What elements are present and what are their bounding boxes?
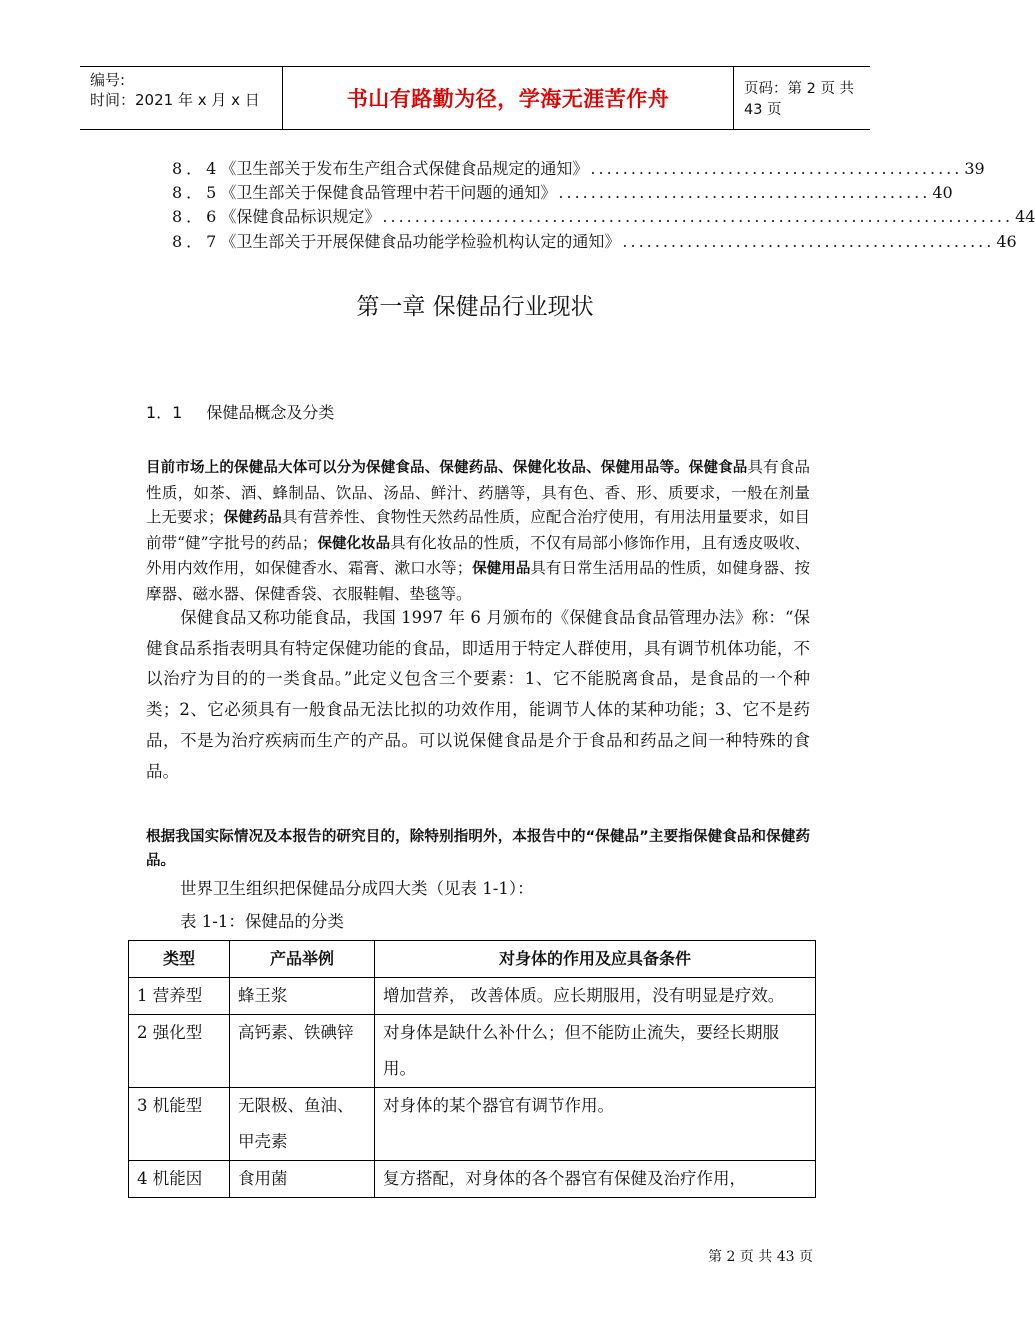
section-number: 1．1 (146, 403, 183, 422)
toc-leader-dots: .............................................................................. (382, 207, 1014, 226)
page-header (80, 66, 870, 130)
table-cell: 食用菌 (230, 1161, 375, 1198)
para-text: 具有化妆品的性质，不仅有局部小修饰作用，且有透皮吸收、外用内效作用，如保健香水、霜膏、漱口水等； (146, 533, 810, 578)
para-term-bold: 保健药品 (223, 510, 282, 527)
table-header-row (129, 941, 816, 978)
table-caption: 表 1-1：保健品的分类 (180, 912, 344, 931)
header-code-label: 编号: (90, 71, 126, 89)
table-header-cell: 类型 (129, 941, 230, 978)
para-lead-bold: 目前市场上的保健品大体可以分为保健食品、保健药品、保健化妆品、保健用品等。保健食品 (146, 460, 748, 476)
classification-table (128, 940, 816, 1198)
toc-entry-title: 《卫生部关于开展保健食品功能学检验机构认定的通知》 (220, 232, 621, 251)
toc-entry-number: 8．7 (172, 232, 221, 251)
paragraph-definition (146, 603, 810, 787)
toc-entry-page: 46 (996, 232, 1017, 251)
para-definition-text: 保健食品又称功能食品，我国 1997 年 6 月颁布的《保健食品食品管理办法》称：“保健食品系指表明具有特定保健功能的食品，即适用于特定人群使用，具有调节机体功能，不以治疗为目的的一类食品。”此定义包含三个要素：1、它不能脱离食品，是食品的一个种类；2、它必须具有一般食品无法比拟的功效作用，能调节人体的某种功能；3、它不是药品，不是为治疗疾病而生产的产品。可以说保健食品是介于食品和药品之间一种特殊的食品。 (146, 608, 810, 781)
table-cell: 3 机能型 (129, 1088, 230, 1161)
table-cell: 1 营养型 (129, 978, 230, 1015)
toc-entry[interactable] (172, 229, 1017, 253)
toc-entry-number: 8．6 (172, 207, 221, 226)
page-footer: 第 2 页 共 43 页 (708, 1249, 813, 1265)
table-cell: 2 强化型 (129, 1015, 230, 1088)
toc-entry[interactable] (172, 204, 1035, 228)
para-text: 具有日常生活用品的性质，如健身器、按摩器、磁水器、保健香袋、衣服鞋帽、垫毯等。 (146, 559, 810, 603)
toc-entry-number: 8．5 (172, 183, 221, 202)
toc-leader-dots: .............................................. (590, 159, 963, 178)
paragraph-categories (146, 455, 810, 607)
table-cell: 复方搭配，对身体的各个器官有保健及治疗作用， (375, 1161, 816, 1198)
toc-entry[interactable] (172, 156, 985, 180)
table-header-cell: 产品举例 (230, 941, 375, 978)
header-page-label: 页码：第 2 页 共 43 页 (744, 81, 855, 118)
chapter-title: 第一章 保健品行业现状 (356, 294, 594, 320)
table-header-cell: 对身体的作用及应具备条件 (375, 941, 816, 978)
toc-entry-title: 《保健食品标识规定》 (220, 207, 381, 226)
table-cell: 4 机能因 (129, 1161, 230, 1198)
table-row (129, 1088, 816, 1161)
para-text: 具有营养性、食物性天然药品性质，应配合治疗使用，有用法用量要求，如目前带“健”字批号的药品； (146, 508, 810, 552)
table-cell: 对身体的某个器官有调节作用。 (375, 1088, 816, 1161)
table-cell: 对身体是缺什么补什么；但不能防止流失，要经长期服用。 (375, 1015, 816, 1088)
header-motto-cell (282, 67, 734, 129)
section-heading (146, 400, 334, 423)
toc-entry-page: 39 (964, 159, 985, 178)
toc-entry-page: 44 (1015, 207, 1035, 226)
toc-leader-dots: .............................................. (622, 232, 995, 251)
table-cell: 无限极、鱼油、甲壳素 (230, 1088, 375, 1161)
toc-entry-number: 8．4 (172, 159, 221, 178)
paragraph-scope-note: 根据我国实际情况及本报告的研究目的，除特别指明外，本报告中的“保健品”主要指保健食品和保健药品。 (146, 829, 810, 869)
header-time-label: 时间：2021 年 x 月 x 日 (90, 91, 260, 109)
para-term-bold: 保健用品 (472, 561, 531, 578)
toc-entry-page: 40 (932, 183, 953, 202)
toc-entry-title: 《卫生部关于发布生产组合式保健食品规定的通知》 (220, 159, 589, 178)
header-left-cell (80, 67, 282, 129)
toc-entry[interactable] (172, 180, 953, 204)
toc-leader-dots: .............................................. (558, 183, 931, 202)
table-cell: 增加营养， 改善体质。应长期服用，没有明显是疗效。 (375, 978, 816, 1015)
header-motto: 书山有路勤为径，学海无涯苦作舟 (346, 87, 670, 111)
table-cell: 高钙素、铁碘锌 (230, 1015, 375, 1088)
para-term-bold: 保健化妆品 (317, 535, 391, 552)
paragraph-who-categories: 世界卫生组织把保健品分成四大类（见表 1-1）： (180, 879, 534, 898)
section-title: 保健品概念及分类 (206, 403, 335, 422)
table-cell: 蜂王浆 (230, 978, 375, 1015)
table-row (129, 1015, 816, 1088)
table-row (129, 978, 816, 1015)
table-row (129, 1161, 816, 1198)
para-text: 具有食品性质，如茶、酒、蜂制品、饮品、汤品、鲜汁、药膳等，具有色、香、形、质要求，一般在剂量上无要求； (146, 458, 810, 527)
toc-entry-title: 《卫生部关于保健食品管理中若干问题的通知》 (220, 183, 557, 202)
